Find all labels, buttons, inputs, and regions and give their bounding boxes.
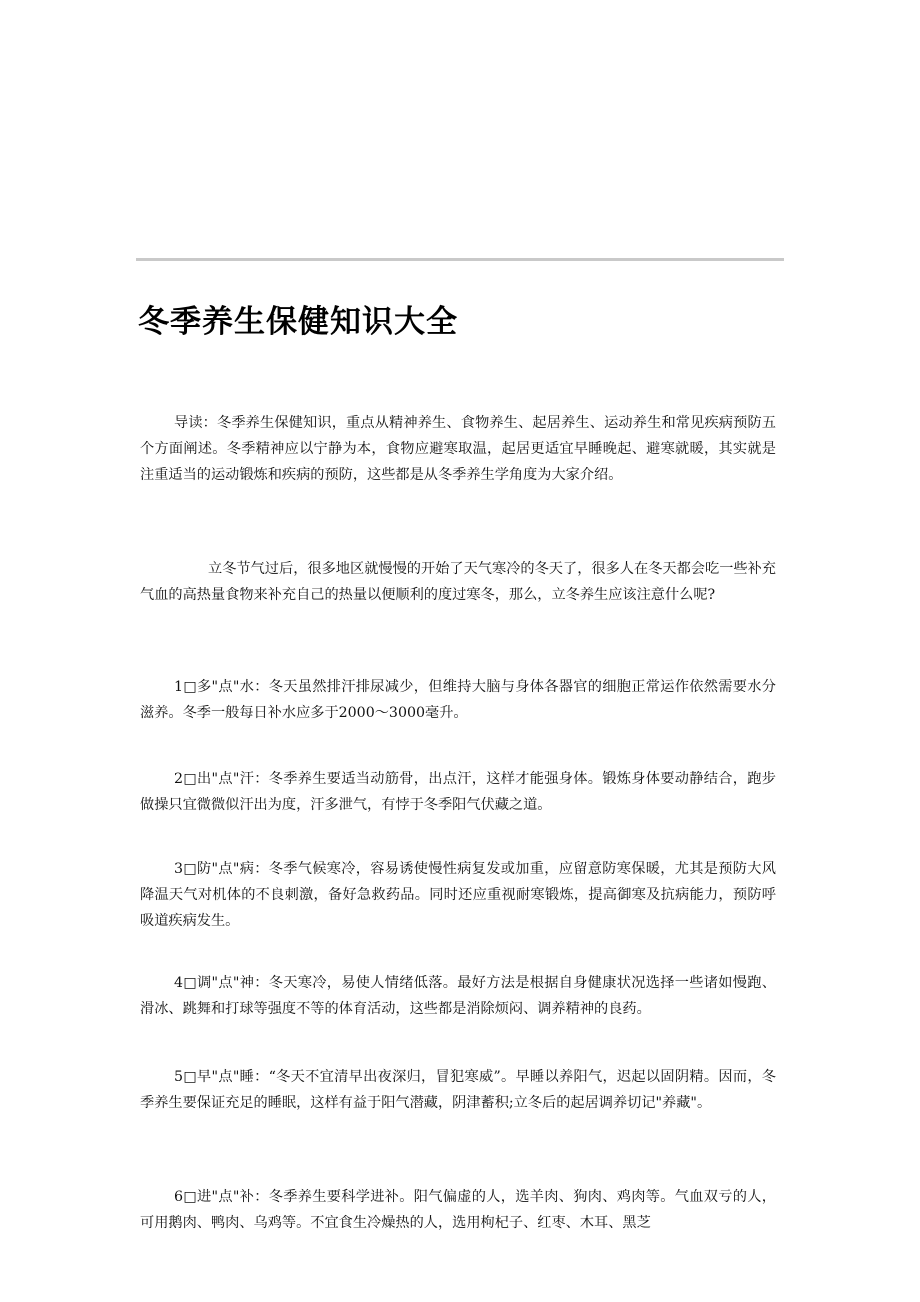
- top-divider: [136, 258, 784, 261]
- tip-paragraph-4: 4□调"点"神：冬天寒冷，易使人情绪低落。最好方法是根据自身健康状况选择一些诸如慢跑、滑冰、跳舞和打球等强度不等的体育活动，这些都是消除烦闷、调养精神的良药。: [140, 975, 776, 1017]
- lead-paragraph: 立冬节气过后，很多地区就慢慢的开始了天气寒冷的冬天了，很多人在冬天都会吃一些补充气血的高热量食物来补充自己的热量以便顺利的度过寒冬，那么，立冬养生应该注意什么呢?: [140, 561, 776, 603]
- page-title: 冬季养生保健知识大全: [138, 304, 458, 340]
- tip-paragraph-5: 5□早"点"睡：“冬天不宜清早出夜深归，冒犯寒威”。早睡以养阳气，迟起以固阴精。因而，冬季养生要保证充足的睡眠，这样有益于阳气潜藏，阴津蓄积;立冬后的起居调养切记"养藏"。: [140, 1069, 776, 1111]
- tip-paragraph-1: 1□多"点"水：冬天虽然排汗排尿减少，但维持大脑与身体各器官的细胞正常运作依然需要水分滋养。冬季一般每日补水应多于2000～3000毫升。: [140, 679, 776, 721]
- tip-paragraph-6: 6□进"点"补：冬季养生要科学进补。阳气偏虚的人，选羊肉、狗肉、鸡肉等。气血双亏的人，可用鹅肉、鸭肉、乌鸡等。不宜食生冷燥热的人，选用枸杞子、红枣、木耳、黑芝: [140, 1189, 776, 1231]
- tip-paragraph-3: 3□防"点"病：冬季气候寒冷，容易诱使慢性病复发或加重，应留意防寒保暖，尤其是预防大风降温天气对机体的不良刺激，备好急救药品。同时还应重视耐寒锻炼，提高御寒及抗病能力，预防呼吸道疾病发生。: [140, 861, 776, 929]
- tip-paragraph-2: 2□出"点"汗：冬季养生要适当动筋骨，出点汗，这样才能强身体。锻炼身体要动静结合，跑步做操只宜微微似汗出为度，汗多泄气，有悖于冬季阳气伏藏之道。: [140, 771, 776, 813]
- intro-paragraph: 导读：冬季养生保健知识，重点从精神养生、食物养生、起居养生、运动养生和常见疾病预防五个方面阐述。冬季精神应以宁静为本，食物应避寒取温，起居更适宜早睡晚起、避寒就暖，其实就是注重适当的运动锻炼和疾病的预防，这些都是从冬季养生学角度为大家介绍。: [140, 415, 776, 483]
